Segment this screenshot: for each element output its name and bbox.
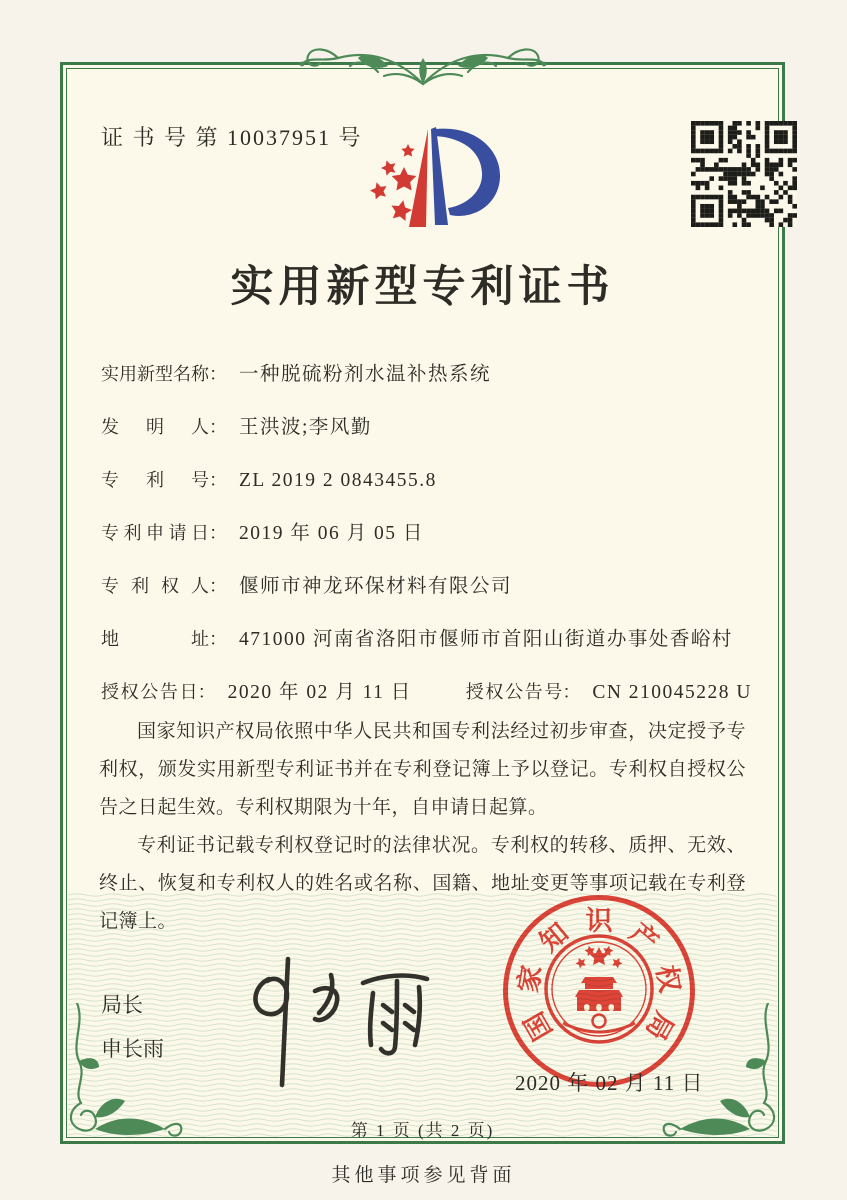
field-colon: ： <box>209 523 227 543</box>
certificate-title: 实用新型专利证书 <box>230 264 615 311</box>
seal-char: 国 <box>518 1006 559 1046</box>
seal-char: 家 <box>512 962 548 995</box>
certificate-number: 证 书 号 第 10037951 号 <box>101 125 363 150</box>
seal-char: 产 <box>624 917 664 958</box>
field-colon: ： <box>209 629 227 649</box>
official-seal <box>503 895 695 1087</box>
field-row <box>101 627 752 652</box>
field-label: 实用新型名称 <box>101 364 209 384</box>
field-colon: ： <box>209 417 227 437</box>
cnipa-patent-logo-icon <box>345 113 515 239</box>
legal-paragraph: 国家知识产权局依照中华人民共和国专利法经过初步审查，决定授予专利权，颁发实用新型专利证书并在专利登记簿上予以登记。专利权自授权公告之日起生效。专利权期限为十年，自申请日起算。 <box>99 721 746 818</box>
field-colon: ： <box>562 682 581 702</box>
grant-row <box>101 680 752 705</box>
legal-paragraph: 专利证书记载专利权登记时的法律状况。专利权的转移、质押、无效、终止、恢复和专利权人的姓名或名称、国籍、地址变更等事项记载在专利登记簿上。 <box>99 835 746 932</box>
seal-date: 2020 年 02 月 11 日 <box>515 1071 704 1095</box>
field-value: 王洪波;李风勤 <box>239 417 372 438</box>
field-value: 471000 河南省洛阳市偃师市首阳山街道办事处香峪村 <box>239 629 733 650</box>
grant-date-value: 2020 年 02 月 11 日 <box>227 682 412 703</box>
seal-char: 权 <box>650 962 686 995</box>
field-value: ZL 2019 2 0843455.8 <box>239 470 437 491</box>
field-colon: ： <box>209 364 227 384</box>
seal-char: 识 <box>585 906 613 936</box>
field-colon: ： <box>209 470 227 490</box>
grant-number-label: 授权公告号 <box>465 682 563 702</box>
back-note: 其他事项参见背面 <box>331 1165 516 1186</box>
field-value: 一种脱硫粉剂水温补热系统 <box>239 364 492 385</box>
page-number: 第 1 页 (共 2 页) <box>350 1121 495 1140</box>
commissioner-title: 局长 <box>101 993 143 1017</box>
field-label: 发明人 <box>101 417 209 437</box>
handwritten-signature <box>211 945 451 1095</box>
field-colon: ： <box>209 576 227 596</box>
field-colon: ： <box>197 682 216 702</box>
field-row <box>101 521 752 546</box>
qr-code-icon <box>691 121 797 227</box>
field-list <box>101 362 752 705</box>
field-label: 专利权人 <box>101 576 209 596</box>
field-label: 地址 <box>101 629 209 649</box>
field-row <box>101 415 752 440</box>
national-emblem-icon <box>541 931 657 1047</box>
seal-char: 局 <box>639 1006 680 1046</box>
certificate-border-frame <box>60 62 785 1144</box>
grant-number-value: CN 210045228 U <box>592 682 752 703</box>
grant-date-label: 授权公告日 <box>101 682 198 702</box>
field-row <box>101 574 752 599</box>
commissioner-name: 申长雨 <box>101 1037 164 1061</box>
field-row <box>101 468 752 493</box>
field-value: 偃师市神龙环保材料有限公司 <box>239 576 513 597</box>
field-label: 专利号 <box>101 470 209 490</box>
field-value: 2019 年 06 月 05 日 <box>239 523 424 544</box>
seal-char: 知 <box>534 917 574 958</box>
ornament-top-flourish-icon <box>298 38 548 98</box>
ornament-corner-left-icon <box>67 1003 187 1137</box>
field-label: 专利申请日 <box>101 523 209 543</box>
field-row <box>101 362 752 387</box>
